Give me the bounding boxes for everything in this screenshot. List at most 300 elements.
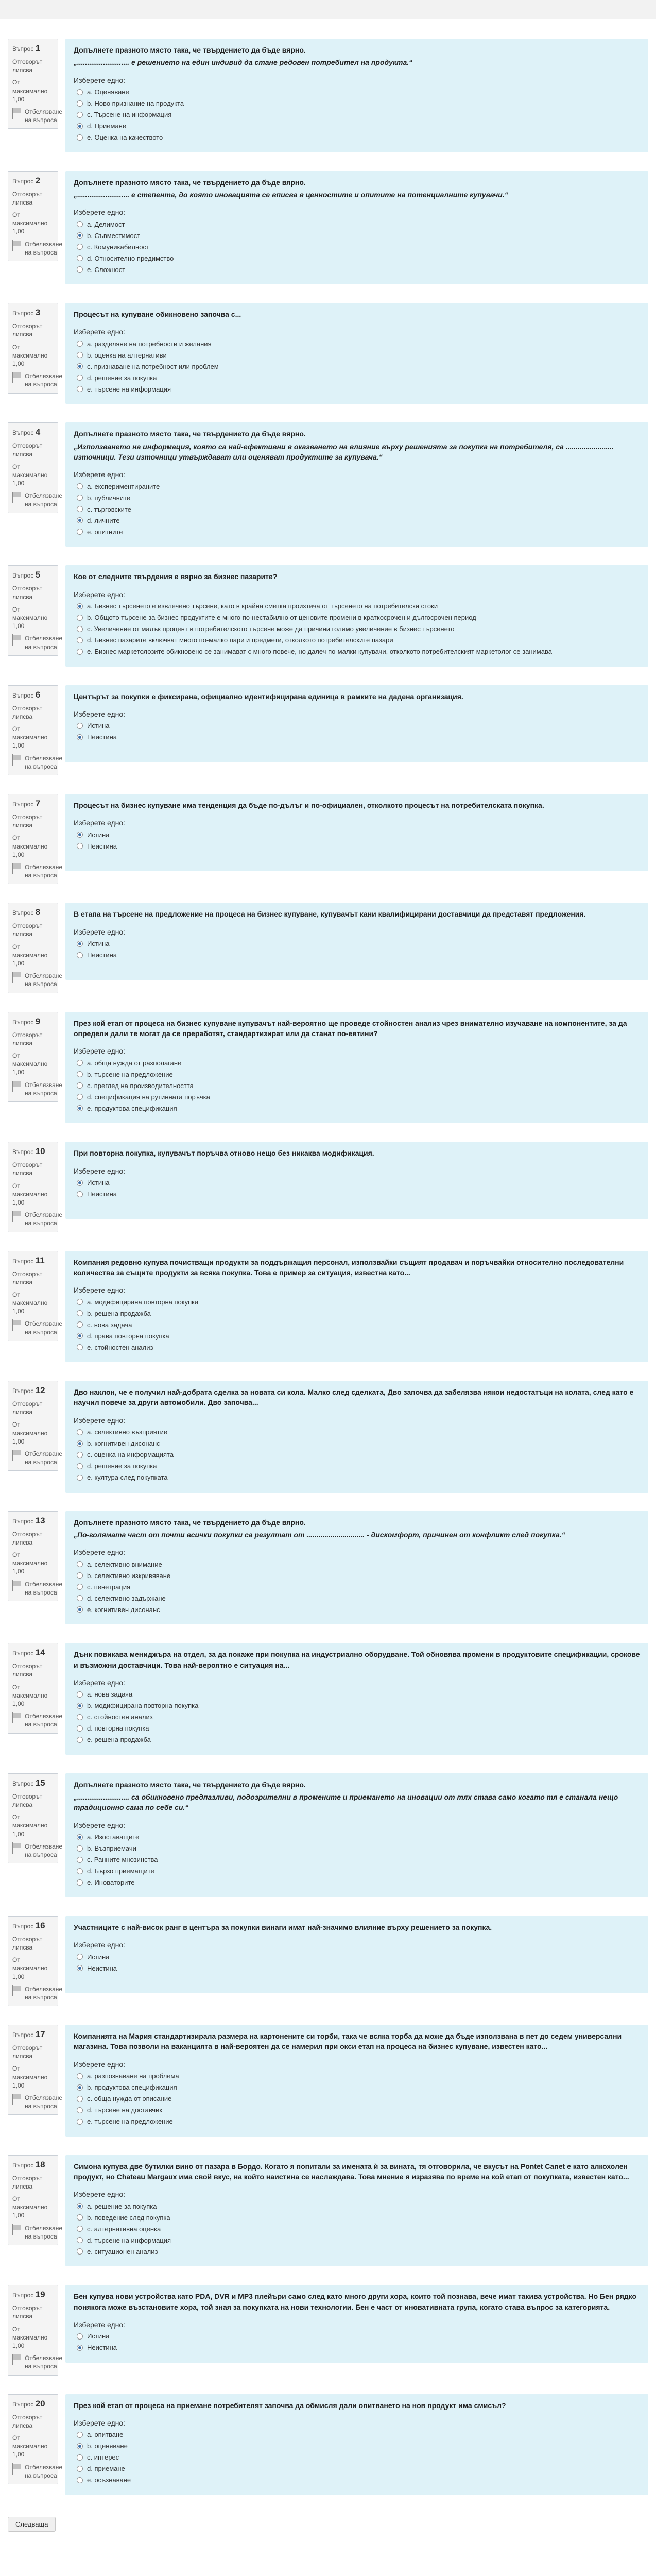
radio-button[interactable]	[77, 1333, 83, 1339]
answer-option[interactable]	[74, 109, 640, 121]
flag-question-toggle[interactable]	[12, 372, 63, 388]
radio-button[interactable]	[77, 244, 83, 250]
radio-button[interactable]	[77, 363, 83, 369]
question-stem: Процесът на купуване обикновено започва с...	[74, 310, 241, 319]
answer-option[interactable]	[74, 2342, 640, 2353]
answer-label: b. модифицирана повторна покупка	[87, 1702, 199, 1710]
question-index: 14	[35, 1648, 45, 1658]
flag-icon[interactable]	[12, 754, 22, 766]
flag-icon[interactable]	[12, 108, 22, 119]
flag-question-toggle[interactable]	[12, 2224, 63, 2241]
radio-button[interactable]	[77, 483, 83, 489]
question-info	[8, 2155, 63, 2245]
answer-label: b. Ново признание на продукта	[87, 99, 184, 108]
select-one-prompt: Изберете едно:	[74, 328, 126, 336]
flag-question-toggle[interactable]	[12, 754, 63, 771]
radio-button[interactable]	[77, 2107, 83, 2113]
radio-button[interactable]	[77, 1965, 83, 1971]
answer-option[interactable]	[74, 1734, 640, 1745]
radio-button[interactable]	[77, 2443, 83, 2449]
question-text	[74, 1018, 640, 1039]
question-grade: От максимално 1,00	[12, 1291, 48, 1315]
answer-option[interactable]	[74, 2234, 640, 2246]
question-number	[12, 2399, 54, 2409]
question-grade: От максимално 1,00	[12, 1421, 48, 1445]
question-label: Въпрос	[12, 2400, 34, 2408]
question-stem: Участниците с най-висок ранг в центъра за покупки винаги имат най-значимо влияние върху решението за покупка.	[74, 1923, 492, 1931]
question-index: 19	[35, 2290, 45, 2300]
answer-label: c. търговските	[87, 505, 131, 513]
radio-button[interactable]	[77, 1440, 83, 1447]
flag-icon[interactable]	[12, 1081, 22, 1092]
answer-option[interactable]	[74, 938, 640, 950]
question-grade: От максимално 1,00	[12, 943, 48, 968]
answer-label: b. продуктова спецификация	[87, 2083, 177, 2092]
radio-button[interactable]	[77, 649, 83, 655]
answer-option[interactable]	[74, 338, 640, 349]
answer-option[interactable]	[74, 1570, 640, 1581]
answer-option[interactable]	[74, 1057, 640, 1069]
answer-option[interactable]	[74, 241, 640, 252]
answer-option[interactable]	[74, 2441, 640, 2452]
flag-icon[interactable]	[12, 2094, 22, 2105]
answer-label: d. Относително предимство	[87, 254, 174, 262]
answer-option[interactable]	[74, 1581, 640, 1592]
answer-label: e. Оценка на качеството	[87, 133, 163, 142]
radio-button[interactable]	[77, 1452, 83, 1458]
radio-button[interactable]	[77, 2096, 83, 2102]
radio-button[interactable]	[77, 2203, 83, 2209]
answer-option[interactable]	[74, 829, 640, 840]
answer-option[interactable]	[74, 1877, 640, 1888]
radio-button[interactable]	[77, 341, 83, 347]
radio-button[interactable]	[77, 637, 83, 643]
flag-icon[interactable]	[12, 240, 22, 251]
answer-option[interactable]	[74, 720, 640, 732]
answer-option[interactable]	[74, 2116, 640, 2127]
answer-option[interactable]	[74, 383, 640, 395]
flag-label: Отбелязване на въпроса	[25, 108, 63, 124]
radio-button[interactable]	[77, 2432, 83, 2438]
answer-option[interactable]	[74, 840, 640, 852]
answer-option[interactable]	[74, 1319, 640, 1330]
answer-options	[74, 1558, 640, 1615]
radio-button[interactable]	[77, 843, 83, 849]
answer-option[interactable]	[74, 1461, 640, 1472]
answer-option[interactable]	[74, 1558, 640, 1570]
answer-option[interactable]	[74, 1866, 640, 1877]
radio-button[interactable]	[77, 1105, 83, 1111]
radio-button[interactable]	[77, 2073, 83, 2079]
question-text	[74, 1780, 640, 1813]
flag-question-toggle[interactable]	[12, 863, 63, 879]
answer-option[interactable]	[74, 132, 640, 143]
answer-option[interactable]	[74, 372, 640, 383]
answer-label: b. Съвместимост	[87, 231, 141, 240]
radio-button[interactable]	[77, 734, 83, 740]
question-info	[8, 903, 63, 993]
radio-button[interactable]	[77, 832, 83, 838]
answer-label: d. приемане	[87, 2465, 125, 2473]
select-one-prompt: Изберете едно:	[74, 2418, 126, 2427]
radio-button[interactable]	[77, 123, 83, 129]
radio-button[interactable]	[77, 1094, 83, 1100]
radio-button[interactable]	[77, 1954, 83, 1960]
radio-button[interactable]	[77, 529, 83, 535]
question-state: Отговорът липсва	[12, 1663, 43, 1679]
answer-option[interactable]	[74, 1843, 640, 1854]
answer-option[interactable]	[74, 1472, 640, 1483]
answer-option[interactable]	[74, 1604, 640, 1615]
question-block	[8, 1012, 648, 1124]
flag-icon[interactable]	[12, 1211, 22, 1222]
flag-label: Отбелязване на въпроса	[25, 1450, 63, 1466]
answer-option[interactable]	[74, 1592, 640, 1604]
flag-question-toggle[interactable]	[12, 634, 63, 651]
radio-button[interactable]	[77, 352, 83, 358]
flag-label: Отбелязване на въпроса	[25, 1580, 63, 1596]
radio-button[interactable]	[77, 134, 83, 141]
answer-option[interactable]	[74, 2463, 640, 2475]
question-grade: От максимално 1,00	[12, 463, 48, 487]
flag-icon[interactable]	[12, 1450, 22, 1461]
answer-option[interactable]	[74, 1700, 640, 1711]
radio-button[interactable]	[77, 2084, 83, 2091]
answer-label: d. Бързо приемащите	[87, 1867, 154, 1875]
question-info	[8, 1142, 63, 1232]
answer-option[interactable]	[74, 1080, 640, 1091]
answer-option[interactable]	[74, 1069, 640, 1080]
question-number	[12, 1016, 54, 1027]
flag-question-toggle[interactable]	[12, 1081, 63, 1097]
radio-button[interactable]	[77, 952, 83, 958]
answer-option[interactable]	[74, 1854, 640, 1866]
radio-button[interactable]	[77, 1429, 83, 1435]
answer-option[interactable]	[74, 230, 640, 241]
question-stem: През кой етап от процеса на приемане потребителят започва да обмисля дали опитването на нов продукт има смисъл?	[74, 2401, 506, 2410]
answer-option[interactable]	[74, 264, 640, 275]
question-statement: „.......................... е степента, до която иновацията се вписва в ценностите и опитите на потенциалните купувачи.“	[74, 190, 508, 199]
radio-button[interactable]	[77, 2333, 83, 2340]
flag-question-toggle[interactable]	[12, 492, 63, 508]
flag-label: Отбелязване на въпроса	[25, 1842, 63, 1859]
radio-button[interactable]	[77, 1572, 83, 1579]
radio-button[interactable]	[77, 506, 83, 512]
question-content	[65, 1916, 648, 1993]
radio-button[interactable]	[77, 221, 83, 227]
answer-option[interactable]	[74, 481, 640, 492]
question-index: 5	[35, 570, 41, 580]
radio-button[interactable]	[77, 941, 83, 947]
answer-option[interactable]	[74, 1427, 640, 1438]
answer-option[interactable]	[74, 2331, 640, 2342]
flag-label: Отбелязване на въпроса	[25, 1211, 63, 1227]
question-label: Въпрос	[12, 177, 34, 185]
answer-option[interactable]	[74, 2093, 640, 2105]
answer-option[interactable]	[74, 732, 640, 743]
answer-options	[74, 720, 640, 743]
answer-option[interactable]	[74, 1103, 640, 1114]
question-text	[74, 1649, 640, 1670]
radio-button[interactable]	[77, 2119, 83, 2125]
flag-question-toggle[interactable]	[12, 2463, 63, 2480]
question-text	[74, 1517, 640, 1540]
flag-icon[interactable]	[12, 1985, 22, 1996]
question-label: Въпрос	[12, 1257, 34, 1265]
answer-options	[74, 1177, 640, 1200]
answer-option[interactable]	[74, 1091, 640, 1103]
top-bar	[0, 0, 656, 19]
radio-button[interactable]	[77, 2237, 83, 2243]
radio-button[interactable]	[77, 1868, 83, 1874]
answer-label: e. когнитивен дисонанс	[87, 1605, 160, 1614]
flag-question-toggle[interactable]	[12, 1211, 63, 1227]
answer-option[interactable]	[74, 1189, 640, 1200]
answer-option[interactable]	[74, 2212, 640, 2223]
radio-button[interactable]	[77, 266, 83, 273]
question-state: Отговорът липсва	[12, 2413, 43, 2429]
flag-icon[interactable]	[12, 972, 22, 983]
radio-button[interactable]	[77, 1310, 83, 1316]
question-stem: Симона купува две бутилки вино от пазара в Бордо. Когато я попитали за имената ѝ за вината, тя отговорила, че вкусът на Pontet Canet е като алкохолен продукт, но Chateau Margaux има свой вкус, на който наистина се наслаждава. Това мнение я изразява по време на кой етап от покупката, известен като...	[74, 2162, 629, 2181]
radio-button[interactable]	[77, 386, 83, 392]
question-stem: Допълнете празното място така, че твърдението да бъде вярно.	[74, 178, 306, 187]
question-number	[12, 2160, 54, 2170]
radio-button[interactable]	[77, 1737, 83, 1743]
answer-option[interactable]	[74, 98, 640, 109]
answer-option[interactable]	[74, 646, 640, 657]
radio-button[interactable]	[77, 1606, 83, 1613]
answer-option[interactable]	[74, 2082, 640, 2093]
radio-button[interactable]	[77, 112, 83, 118]
flag-icon[interactable]	[12, 863, 22, 874]
answer-option[interactable]	[74, 2246, 640, 2257]
answer-label: e. опитните	[87, 528, 123, 536]
flag-icon[interactable]	[12, 2463, 22, 2475]
answer-options	[74, 338, 640, 395]
radio-button[interactable]	[77, 100, 83, 107]
question-content	[65, 1251, 648, 1363]
answer-label: b. когнитивен дисонанс	[87, 1439, 160, 1448]
quiz-page	[8, 19, 648, 2532]
question-stem: Процесът на бизнес купуване има тенденция да бъде по-дълъг и по-официален, отколкото процесът на потребителската покупка.	[74, 801, 544, 809]
answer-label: b. селективно изкривяване	[87, 1571, 171, 1580]
answer-option[interactable]	[74, 1832, 640, 1843]
flag-icon[interactable]	[12, 372, 22, 383]
answer-option[interactable]	[74, 1962, 640, 1974]
question-index: 17	[35, 2029, 45, 2040]
question-block	[8, 685, 648, 775]
flag-icon[interactable]	[12, 634, 22, 646]
question-block	[8, 2155, 648, 2267]
answer-option[interactable]	[74, 526, 640, 537]
answer-option[interactable]	[74, 2071, 640, 2082]
radio-button[interactable]	[77, 1060, 83, 1066]
flag-question-toggle[interactable]	[12, 1580, 63, 1597]
answer-option[interactable]	[74, 1342, 640, 1353]
flag-question-toggle[interactable]	[12, 2354, 63, 2370]
answer-option[interactable]	[74, 1449, 640, 1461]
answer-label: Неистина	[87, 951, 117, 959]
radio-button[interactable]	[77, 2466, 83, 2472]
answer-option[interactable]	[74, 601, 640, 612]
radio-button[interactable]	[77, 1879, 83, 1886]
radio-button[interactable]	[77, 1714, 83, 1720]
radio-button[interactable]	[77, 1703, 83, 1709]
radio-button[interactable]	[77, 723, 83, 729]
radio-button[interactable]	[77, 1082, 83, 1089]
radio-button[interactable]	[77, 1845, 83, 1852]
answer-option[interactable]	[74, 252, 640, 264]
question-grade: От максимално 1,00	[12, 2195, 48, 2219]
answer-options	[74, 2071, 640, 2127]
answer-option[interactable]	[74, 2475, 640, 2486]
answer-option[interactable]	[74, 2429, 640, 2441]
flag-question-toggle[interactable]	[12, 108, 63, 124]
radio-button[interactable]	[77, 255, 83, 261]
answer-option[interactable]	[74, 1296, 640, 1308]
answer-option[interactable]	[74, 612, 640, 623]
answer-options	[74, 2331, 640, 2353]
flag-icon[interactable]	[12, 1580, 22, 1591]
question-info	[8, 422, 63, 513]
radio-button[interactable]	[77, 1321, 83, 1328]
answer-option[interactable]	[74, 1689, 640, 1700]
flag-label: Отбелязване на въпроса	[25, 1081, 63, 1097]
question-block	[8, 2394, 648, 2495]
answer-label: d. Бизнес пазарите включват много по-малко пари и предмети, отколкото потребителските пазари	[87, 636, 393, 645]
select-one-prompt: Изберете едно:	[74, 927, 126, 936]
flag-icon[interactable]	[12, 1712, 22, 1723]
radio-button[interactable]	[77, 1691, 83, 1698]
radio-button[interactable]	[77, 1191, 83, 1197]
answer-option[interactable]	[74, 349, 640, 361]
radio-button[interactable]	[77, 89, 83, 95]
answer-label: a. експериментираните	[87, 482, 160, 490]
radio-button[interactable]	[77, 2454, 83, 2461]
answer-label: c. Ранните мнозинства	[87, 1856, 158, 1864]
radio-button[interactable]	[77, 2214, 83, 2221]
radio-button[interactable]	[77, 615, 83, 621]
answer-option[interactable]	[74, 2452, 640, 2463]
radio-button[interactable]	[77, 1071, 83, 1077]
question-state: Отговорът липсва	[12, 1270, 43, 1286]
question-index: 1	[35, 43, 41, 53]
flag-question-toggle[interactable]	[12, 1319, 63, 1336]
radio-button[interactable]	[77, 1180, 83, 1186]
answer-option[interactable]	[74, 1177, 640, 1189]
radio-button[interactable]	[77, 2345, 83, 2351]
answer-option[interactable]	[74, 218, 640, 230]
flag-question-toggle[interactable]	[12, 1450, 63, 1466]
radio-button[interactable]	[77, 1725, 83, 1732]
radio-button[interactable]	[77, 2226, 83, 2232]
flag-question-toggle[interactable]	[12, 2094, 63, 2110]
flag-question-toggle[interactable]	[12, 240, 63, 257]
radio-button[interactable]	[77, 1834, 83, 1840]
flag-question-toggle[interactable]	[12, 972, 63, 988]
radio-button[interactable]	[77, 1344, 83, 1350]
radio-button[interactable]	[77, 375, 83, 381]
answer-option[interactable]	[74, 2105, 640, 2116]
radio-button[interactable]	[77, 1299, 83, 1305]
answer-option[interactable]	[74, 361, 640, 372]
answer-option[interactable]	[74, 87, 640, 98]
question-grade: От максимално 1,00	[12, 605, 48, 630]
answer-label: b. решена продажба	[87, 1309, 151, 1317]
flag-question-toggle[interactable]	[12, 1712, 63, 1728]
radio-button[interactable]	[77, 1475, 83, 1481]
answer-option[interactable]	[74, 623, 640, 635]
answer-label: e. решена продажба	[87, 1736, 151, 1744]
radio-button[interactable]	[77, 2248, 83, 2255]
flag-icon[interactable]	[12, 2354, 22, 2365]
question-info	[8, 685, 63, 775]
answer-option[interactable]	[74, 1438, 640, 1449]
radio-button[interactable]	[77, 232, 83, 239]
select-one-prompt: Изберете едно:	[74, 1821, 126, 1829]
question-state: Отговорът липсва	[12, 1530, 43, 1546]
answer-option[interactable]	[74, 492, 640, 503]
question-info	[8, 39, 63, 129]
question-stem: Компания редовно купува почистващи продукти за поддържащия персонал, използвайки същият продавач и поръчвайки относително последователни количества за същите продукти за всяка покупка. Това е пример за ситуация, известна като...	[74, 1258, 624, 1277]
select-one-prompt: Изберете едно:	[74, 1548, 126, 1557]
question-text	[74, 45, 640, 68]
question-block	[8, 794, 648, 884]
flag-question-toggle[interactable]	[12, 1985, 63, 2002]
answer-option[interactable]	[74, 121, 640, 132]
answer-option[interactable]	[74, 950, 640, 961]
question-info	[8, 565, 63, 655]
answer-option[interactable]	[74, 2200, 640, 2212]
answer-option[interactable]	[74, 1330, 640, 1342]
flag-icon[interactable]	[12, 492, 22, 503]
answer-option[interactable]	[74, 503, 640, 515]
radio-button[interactable]	[77, 517, 83, 523]
answer-label: e. ситуационен анализ	[87, 2247, 158, 2256]
flag-label: Отбелязване на въпроса	[25, 2094, 63, 2110]
question-block	[8, 2285, 648, 2375]
answer-option[interactable]	[74, 1723, 640, 1734]
answer-label: d. личните	[87, 516, 120, 524]
radio-button[interactable]	[77, 1561, 83, 1567]
question-block	[8, 171, 648, 285]
radio-button[interactable]	[77, 1595, 83, 1601]
radio-button[interactable]	[77, 2477, 83, 2483]
radio-button[interactable]	[77, 1463, 83, 1469]
question-info	[8, 1381, 63, 1471]
radio-button[interactable]	[77, 1584, 83, 1590]
answer-label: b. Общото търсене за бизнес продуктите е много по-нестабилно от ценовите промени в краткосрочен и дългосрочен период	[87, 614, 476, 622]
flag-icon[interactable]	[12, 1319, 22, 1331]
next-button[interactable]: Следваща	[8, 2517, 56, 2532]
flag-icon[interactable]	[12, 1842, 22, 1854]
question-number	[12, 1921, 54, 1931]
answer-option[interactable]	[74, 1308, 640, 1319]
flag-question-toggle[interactable]	[12, 1842, 63, 1859]
flag-icon[interactable]	[12, 2224, 22, 2235]
answer-option[interactable]	[74, 1711, 640, 1723]
radio-button[interactable]	[77, 603, 83, 609]
answer-option[interactable]	[74, 515, 640, 526]
radio-button[interactable]	[77, 1857, 83, 1863]
radio-button[interactable]	[77, 495, 83, 501]
answer-option[interactable]	[74, 2223, 640, 2234]
radio-button[interactable]	[77, 626, 83, 632]
answer-option[interactable]	[74, 1951, 640, 1962]
question-state: Отговорът липсва	[12, 704, 43, 720]
answer-option[interactable]	[74, 635, 640, 646]
